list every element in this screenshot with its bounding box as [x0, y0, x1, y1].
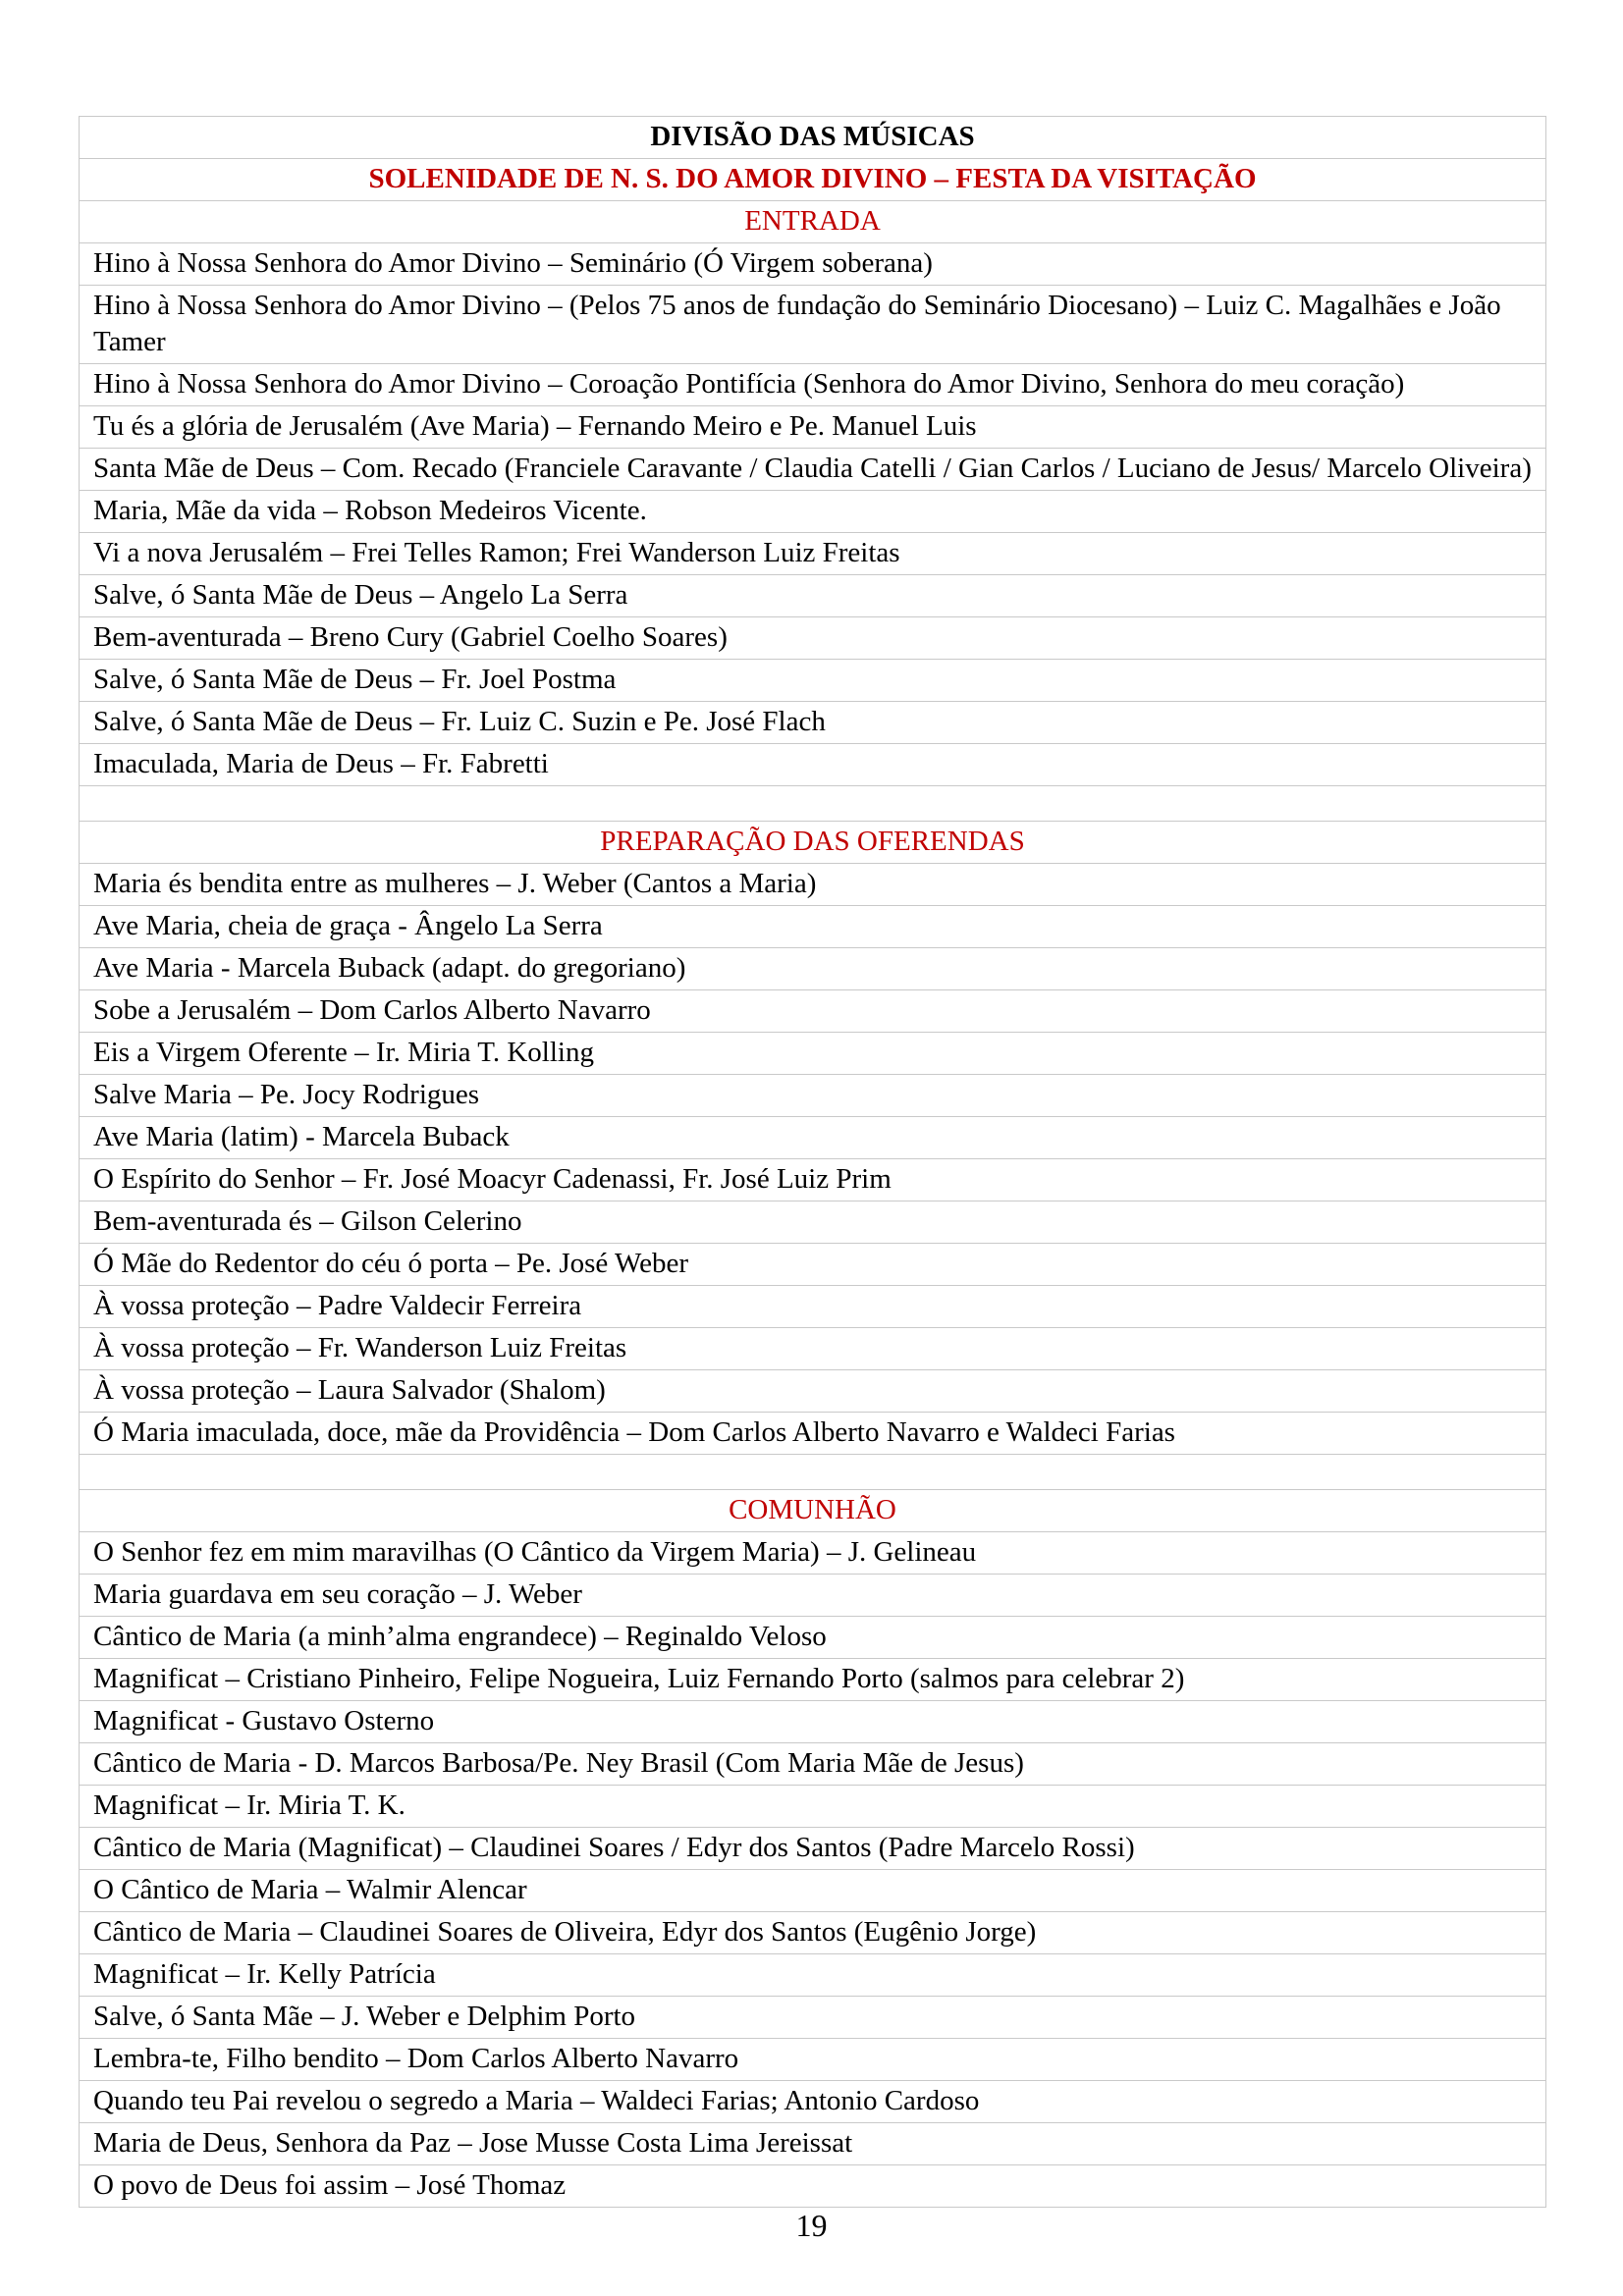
song-entry: Hino à Nossa Senhora do Amor Divino – Seminário (Ó Virgem soberana) [80, 243, 1546, 286]
table-row [80, 1413, 1546, 1455]
table-row [80, 617, 1546, 660]
table-row [80, 2081, 1546, 2123]
table-row [80, 744, 1546, 786]
song-entry: Maria de Deus, Senhora da Paz – Jose Musse Costa Lima Jereissat [80, 2123, 1546, 2165]
table-row [80, 575, 1546, 617]
table-row [80, 1828, 1546, 1870]
song-entry: Magnificat – Ir. Miria T. K. [80, 1786, 1546, 1828]
table-row [80, 1075, 1546, 1117]
table-row [80, 449, 1546, 491]
table-row [80, 948, 1546, 990]
subtitle-row [80, 159, 1546, 201]
song-entry: Magnificat - Gustavo Osterno [80, 1701, 1546, 1743]
song-entry: Lembra-te, Filho bendito – Dom Carlos Alberto Navarro [80, 2039, 1546, 2081]
song-entry: O Cântico de Maria – Walmir Alencar [80, 1870, 1546, 1912]
song-entry: Sobe a Jerusalém – Dom Carlos Alberto Navarro [80, 990, 1546, 1033]
table-row [80, 1701, 1546, 1743]
table-row [80, 1786, 1546, 1828]
table-row [80, 364, 1546, 406]
song-entry: Salve, ó Santa Mãe – J. Weber e Delphim Porto [80, 1997, 1546, 2039]
table-row [80, 1870, 1546, 1912]
song-entry: Maria, Mãe da vida – Robson Medeiros Vicente. [80, 491, 1546, 533]
section-heading-row [80, 1490, 1546, 1532]
song-entry: Salve Maria – Pe. Jocy Rodrigues [80, 1075, 1546, 1117]
song-entry: Magnificat – Ir. Kelly Patrícia [80, 1954, 1546, 1997]
song-entry: Ó Mãe do Redentor do céu ó porta – Pe. José Weber [80, 1244, 1546, 1286]
page-subtitle: SOLENIDADE DE N. S. DO AMOR DIVINO – FESTA DA VISITAÇÃO [80, 159, 1546, 201]
song-entry: À vossa proteção – Padre Valdecir Ferreira [80, 1286, 1546, 1328]
song-entry: À vossa proteção – Laura Salvador (Shalom) [80, 1370, 1546, 1413]
table-row [80, 1954, 1546, 1997]
table-row [80, 1201, 1546, 1244]
table-body [80, 117, 1546, 2208]
page-title: DIVISÃO DAS MÚSICAS [80, 117, 1546, 159]
table-row [80, 1286, 1546, 1328]
table-row [80, 1659, 1546, 1701]
table-row [80, 660, 1546, 702]
table-row [80, 1532, 1546, 1575]
song-entry: Hino à Nossa Senhora do Amor Divino – Coroação Pontifícia (Senhora do Amor Divino, Senhora do meu coração) [80, 364, 1546, 406]
song-entry: Cântico de Maria – Claudinei Soares de Oliveira, Edyr dos Santos (Eugênio Jorge) [80, 1912, 1546, 1954]
song-entry: Ave Maria (latim) - Marcela Buback [80, 1117, 1546, 1159]
table-row [80, 1033, 1546, 1075]
song-entry: Santa Mãe de Deus – Com. Recado (Franciele Caravante / Claudia Catelli / Gian Carlos / Luciano de Jesus/ Marcelo Oliveira) [80, 449, 1546, 491]
song-entry: Salve, ó Santa Mãe de Deus – Fr. Joel Postma [80, 660, 1546, 702]
song-entry: Cântico de Maria - D. Marcos Barbosa/Pe. Ney Brasil (Com Maria Mãe de Jesus) [80, 1743, 1546, 1786]
song-entry: O Senhor fez em mim maravilhas (O Cântico da Virgem Maria) – J. Gelineau [80, 1532, 1546, 1575]
song-entry: Imaculada, Maria de Deus – Fr. Fabretti [80, 744, 1546, 786]
song-entry: Maria guardava em seu coração – J. Weber [80, 1575, 1546, 1617]
section-heading: COMUNHÃO [80, 1490, 1546, 1532]
table-row [80, 1997, 1546, 2039]
blank-cell [80, 786, 1546, 822]
table-row [80, 2165, 1546, 2208]
table-row [80, 906, 1546, 948]
song-entry: O povo de Deus foi assim – José Thomaz [80, 2165, 1546, 2208]
song-entry: Cântico de Maria (a minh’alma engrandece) – Reginaldo Veloso [80, 1617, 1546, 1659]
table-row [80, 1244, 1546, 1286]
table-row [80, 1159, 1546, 1201]
table-row [80, 1575, 1546, 1617]
table-row [80, 1743, 1546, 1786]
song-entry: Vi a nova Jerusalém – Frei Telles Ramon; Frei Wanderson Luiz Freitas [80, 533, 1546, 575]
song-entry: Salve, ó Santa Mãe de Deus – Fr. Luiz C. Suzin e Pe. José Flach [80, 702, 1546, 744]
song-entry: Hino à Nossa Senhora do Amor Divino – (Pelos 75 anos de fundação do Seminário Diocesano) – Luiz C. Magalhães e João Tamer [80, 286, 1546, 364]
table-row [80, 702, 1546, 744]
title-row [80, 117, 1546, 159]
song-entry: Eis a Virgem Oferente – Ir. Miria T. Kolling [80, 1033, 1546, 1075]
song-entry: À vossa proteção – Fr. Wanderson Luiz Freitas [80, 1328, 1546, 1370]
music-division-table [79, 116, 1546, 2208]
song-entry: Quando teu Pai revelou o segredo a Maria – Waldeci Farias; Antonio Cardoso [80, 2081, 1546, 2123]
song-entry: Maria és bendita entre as mulheres – J. Weber (Cantos a Maria) [80, 864, 1546, 906]
table-row [80, 1912, 1546, 1954]
table-row [80, 864, 1546, 906]
section-heading: PREPARAÇÃO DAS OFERENDAS [80, 822, 1546, 864]
song-entry: Salve, ó Santa Mãe de Deus – Angelo La Serra [80, 575, 1546, 617]
section-heading: ENTRADA [80, 201, 1546, 243]
song-entry: Ave Maria, cheia de graça - Ângelo La Serra [80, 906, 1546, 948]
blank-row [80, 786, 1546, 822]
song-entry: Bem-aventurada – Breno Cury (Gabriel Coelho Soares) [80, 617, 1546, 660]
song-entry: O Espírito do Senhor – Fr. José Moacyr Cadenassi, Fr. José Luiz Prim [80, 1159, 1546, 1201]
section-heading-row [80, 822, 1546, 864]
song-entry: Cântico de Maria (Magnificat) – Claudinei Soares / Edyr dos Santos (Padre Marcelo Rossi) [80, 1828, 1546, 1870]
table-row [80, 1370, 1546, 1413]
song-entry: Magnificat – Cristiano Pinheiro, Felipe Nogueira, Luiz Fernando Porto (salmos para celebrar 2) [80, 1659, 1546, 1701]
blank-cell [80, 1455, 1546, 1490]
table-row [80, 2039, 1546, 2081]
table-row [80, 1117, 1546, 1159]
song-entry: Ó Maria imaculada, doce, mãe da Providência – Dom Carlos Alberto Navarro e Waldeci Farias [80, 1413, 1546, 1455]
section-heading-row [80, 201, 1546, 243]
table-row [80, 1617, 1546, 1659]
table-row [80, 406, 1546, 449]
blank-row [80, 1455, 1546, 1490]
table-row [80, 2123, 1546, 2165]
song-entry: Tu és a glória de Jerusalém (Ave Maria) – Fernando Meiro e Pe. Manuel Luis [80, 406, 1546, 449]
table-row [80, 491, 1546, 533]
page-number: 19 [795, 2208, 828, 2243]
table-row [80, 1328, 1546, 1370]
table-row [80, 243, 1546, 286]
song-entry: Bem-aventurada és – Gilson Celerino [80, 1201, 1546, 1244]
table-row [80, 990, 1546, 1033]
table-row [80, 533, 1546, 575]
table-row [80, 286, 1546, 364]
song-entry: Ave Maria - Marcela Buback (adapt. do gregoriano) [80, 948, 1546, 990]
